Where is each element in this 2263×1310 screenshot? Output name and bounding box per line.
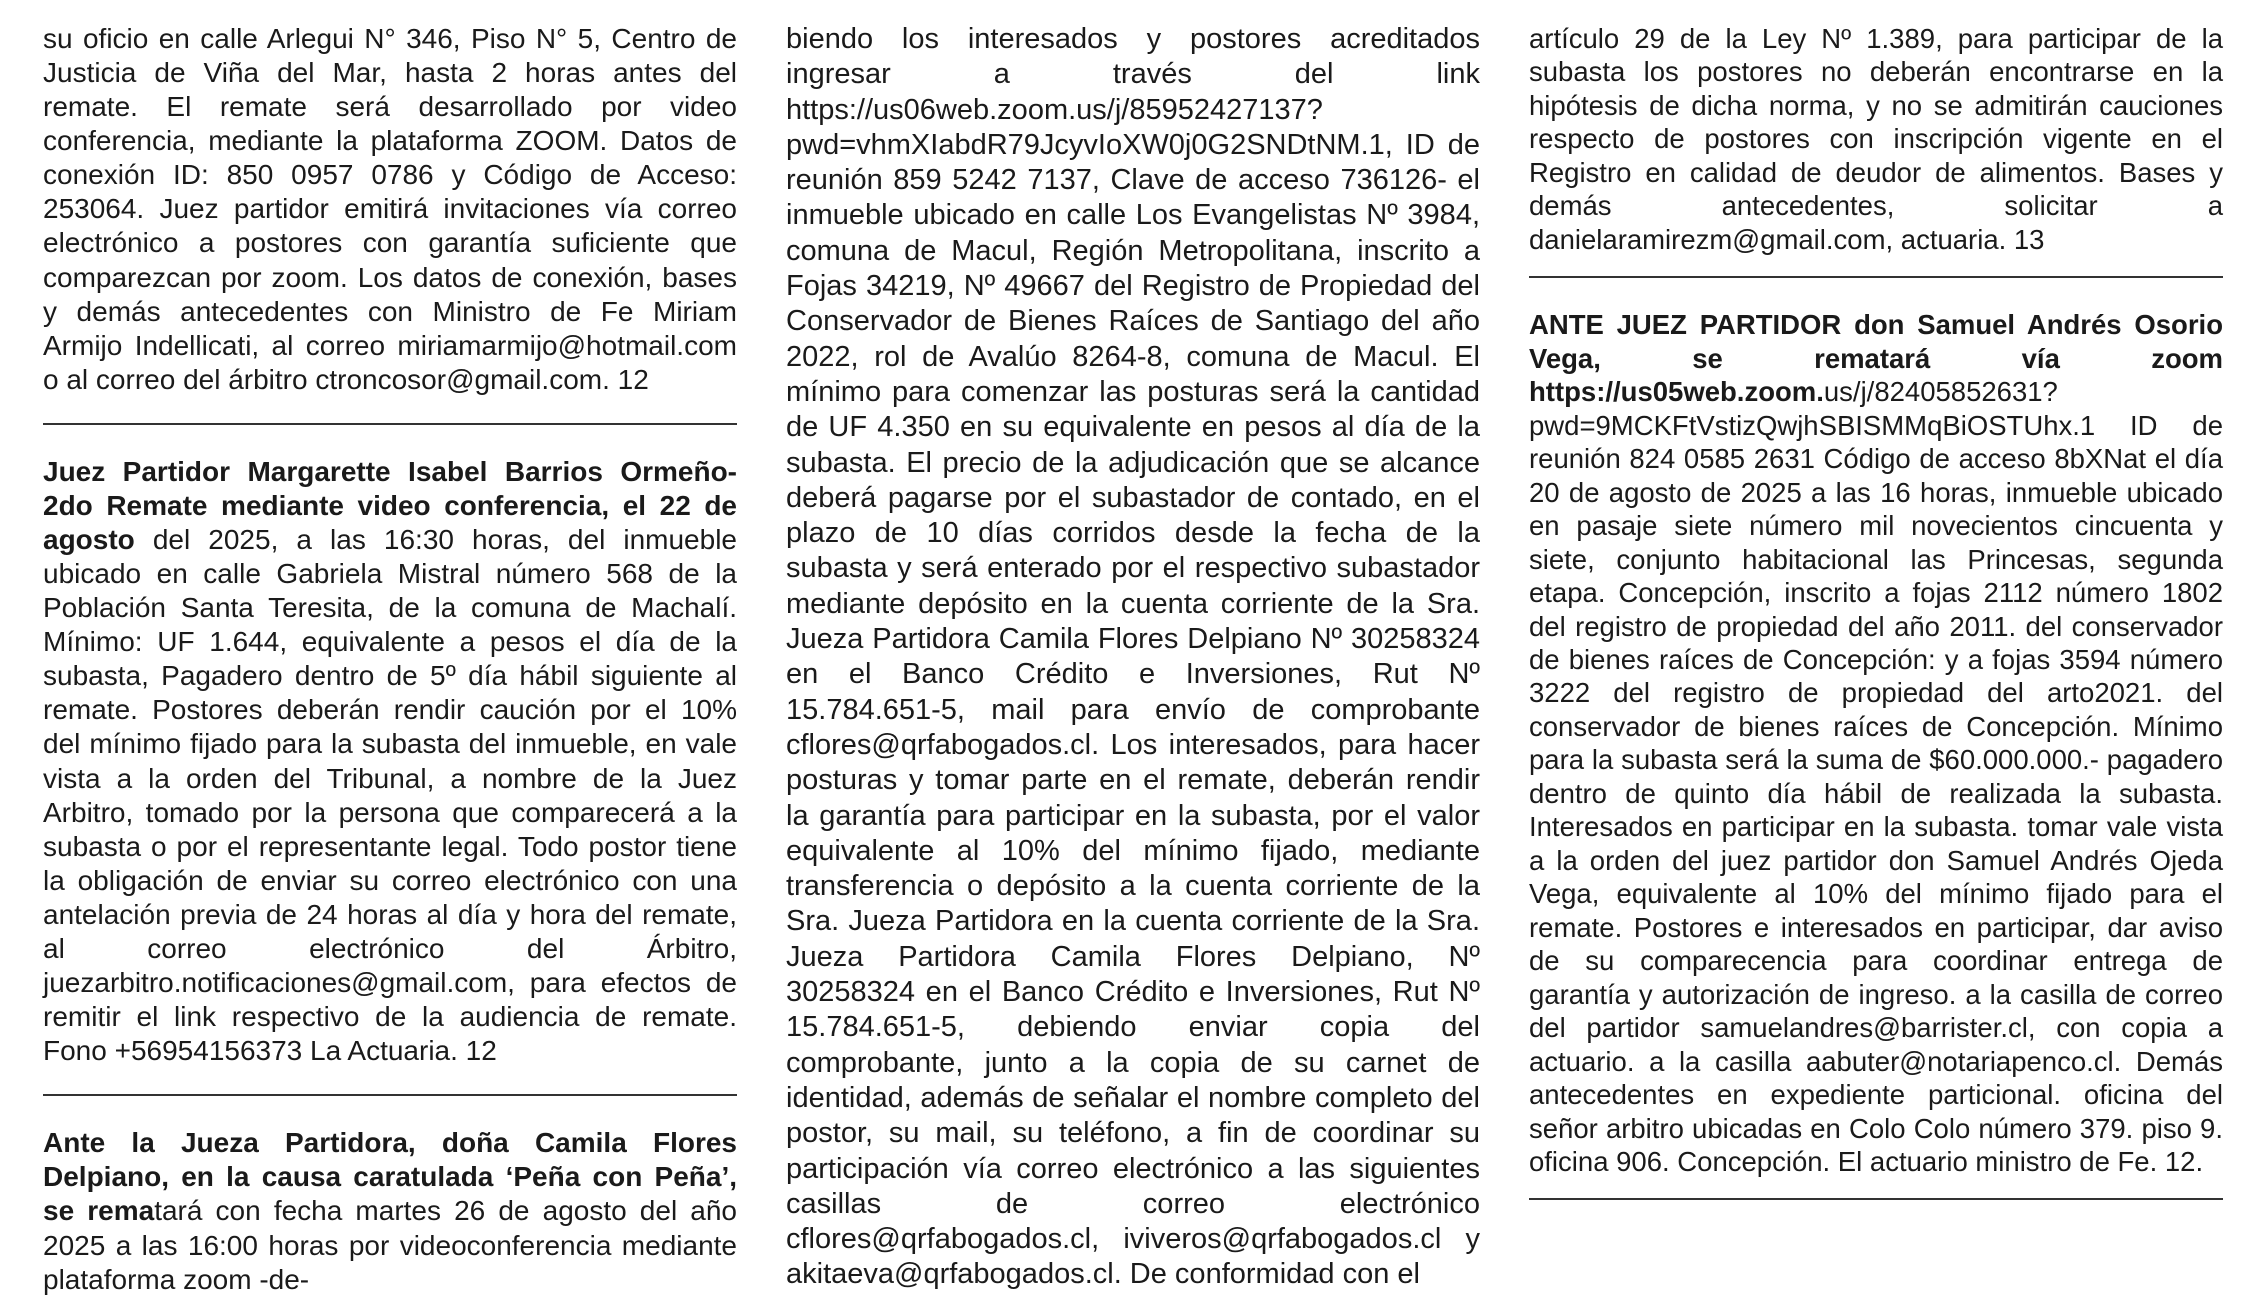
notice-macul-auction-continued xyxy=(786,22,1480,1293)
notice-heading: Ante la Jueza Partidora, doña Camila Flores Delpiano, en la causa caratulada ‘Peña con Peña’, se rema xyxy=(43,1127,737,1227)
notice-text: us/j/82405852631?pwd=9MCKFtVstizQwjhSBISMMqBiOSTUhx.1 ID de reunión 824 0585 2631 Código de acceso 8bXNat el día 20 de agosto de 2025 a las 16 horas, inmueble ubicado en pasaje siete número mil novecientos cincuenta y siete, conjunto habitacional las Princesas, segunda etapa. Concepción, inscrito a fojas 2112 número 1802 del registro de propiedad del año 2011. del conservador de bienes raíces de Concepción: y a fojas 3594 número 3222 del registro de propiedad del arto2021. del conservador de bienes raíces de Concepción. Mínimo para la subasta será la suma de $60.000.000.- pagadero dentro de quinto día hábil de realizada la subasta. Interesados en participar en la subasta. tomar vale vista a la orden del juez partidor don Samuel Andrés Ojeda Vega, equivalente al 10% del mínimo fijado para el remate. Postores e interesados en participar, dar aviso de su comparecencia para coordinar entrega de garantía y autorización de ingreso. a la casilla de correo del partidor samuelandres@barrister.cl, con copia a actuario. a la casilla aabuter@notariapenco.cl. Demás antecedentes en expediente particional. oficina del señor arbitro ubicadas en Colo Colo número 379. piso 9. oficina 906. Concepción. El actuario ministro de Fe. 12. xyxy=(1529,376,2223,1177)
notice-heading: ANTE JUEZ PARTIDOR don Samuel Andrés Osorio Vega, se rematará vía zoom https://us05web.zoom. xyxy=(1529,309,2223,408)
notice-concepcion-auction xyxy=(1529,308,2223,1178)
notice-vina-del-mar-continued xyxy=(43,22,737,397)
notice-macul-auction-end xyxy=(1529,22,2223,256)
notice-separator xyxy=(1529,276,2223,278)
notice-text: tará con fecha martes 26 de agosto del año 2025 a las 16:00 horas por videoconferencia mediante plataforma zoom -de- xyxy=(43,1195,737,1295)
notice-macul-auction xyxy=(43,1126,737,1296)
column-3 xyxy=(1529,22,2223,1230)
notice-separator xyxy=(43,1094,737,1096)
notice-separator xyxy=(1529,1198,2223,1200)
notice-text: del 2025, a las 16:30 horas, del inmueble ubicado en calle Gabriela Mistral número 568 de la Población Santa Teresita, de la comuna de Machalí. Mínimo: UF 1.644, equivalente a pesos el día de la subasta, Pagadero dentro de 5º día hábil siguiente al remate. Postores deberán rendir caución por el 10% del mínimo fijado para la subasta del inmueble, en vale vista a la orden del Tribunal, a nombre de la Juez Arbitro, tomado por la persona que comparecerá a la subasta o por el representante legal. Todo postor tiene la obligación de enviar su correo electrónico con una antelación previa de 24 horas al día y hora del remate, al correo electrónico del Árbitro, juezarbitro.notificaciones@gmail.com, para efectos de remitir el link respectivo de la audiencia de remate. Fono +56954156373 La Actuaria. 12 xyxy=(43,524,737,1067)
notice-text: artículo 29 de la Ley Nº 1.389, para participar de la subasta los postores no deberán encontrarse en la hipótesis de dicha norma, y no se admitirán cauciones respecto de postores con inscripción vigente en el Registro en calidad de deudor de alimentos. Bases y demás antecedentes, solicitar a danielaramirezm@gmail.com, actuaria. 13 xyxy=(1529,23,2223,255)
notice-heading: Juez Partidor Margarette Isabel Barrios Ormeño- 2do Remate mediante video conferencia, el 22 de agosto xyxy=(43,455,737,556)
notice-text: su oficio en calle Arlegui N° 346, Piso N° 5, Centro de Justicia de Viña del Mar, hasta 2 horas antes del remate. El remate será desarrollado por video conferencia, mediante la plataforma ZOOM. Datos de conexión ID: 850 0957 0786 y Código de Acceso: 253064. Juez partidor emitirá invitaciones vía correo electrónico a postores con garantía suficiente que comparezcan por zoom. Los datos de conexión, bases y demás antecedentes con Ministro de Fe Miriam Armijo Indellicati, al correo miriamarmijo@hotmail.com o al correo del árbitro ctroncosor@gmail.com. 12 xyxy=(43,23,737,395)
column-1 xyxy=(43,22,737,1297)
notice-machali-auction xyxy=(43,455,737,1068)
column-2 xyxy=(786,22,1480,1293)
notice-text: biendo los interesados y postores acreditados ingresar a través del link https://us06web.zoom.us/j/85952427137?pwd=vhmXIabdR79JcyvIoXW0j0G2SNDtNM.1, ID de reunión 859 5242 7137, Clave de acceso 736126- el inmueble ubicado en calle Los Evangelistas Nº 3984, comuna de Macul, Región Metropolitana, inscrito a Fojas 34219, Nº 49667 del Registro de Propiedad del Conservador de Bienes Raíces de Santiago del año 2022, rol de Avalúo 8264-8, comuna de Macul. El mínimo para comenzar las posturas será la cantidad de UF 4.350 en su equivalente en pesos al día de la subasta. El precio de la adjudicación que se alcance deberá pagarse por el subastador de contado, en el plazo de 10 días corridos desde la fecha de la subasta y será enterado por el respectivo subastador mediante depósito en la cuenta corriente de la Sra. Jueza Partidora Camila Flores Delpiano Nº 30258324 en el Banco Crédito e Inversiones, Rut Nº 15.784.651-5, mail para envío de comprobante cflores@qrfabogados.cl. Los interesados, para hacer posturas y tomar parte en el remate, deberán rendir la garantía para participar en la subasta, por el valor equivalente al 10% del mínimo fijado, mediante transferencia o depósito a la cuenta corriente de la Sra. Jueza Partidora en la cuenta corriente de la Sra. Jueza Partidora Camila Flores Delpiano, Nº 30258324 en el Banco Crédito e Inversiones, Rut Nº 15.784.651-5, debiendo enviar copia del comprobante, junto a la copia de su carnet de identidad, además de señalar el nombre completo del postor, su mail, su teléfono, a fin de coordinar su participación vía correo electrónico a las siguientes casillas de correo electrónico cflores@qrfabogados.cl, iviveros@qrfabogados.cl y akitaeva@qrfabogados.cl. De conformidad con el xyxy=(786,23,1480,1291)
notice-separator xyxy=(43,423,737,425)
